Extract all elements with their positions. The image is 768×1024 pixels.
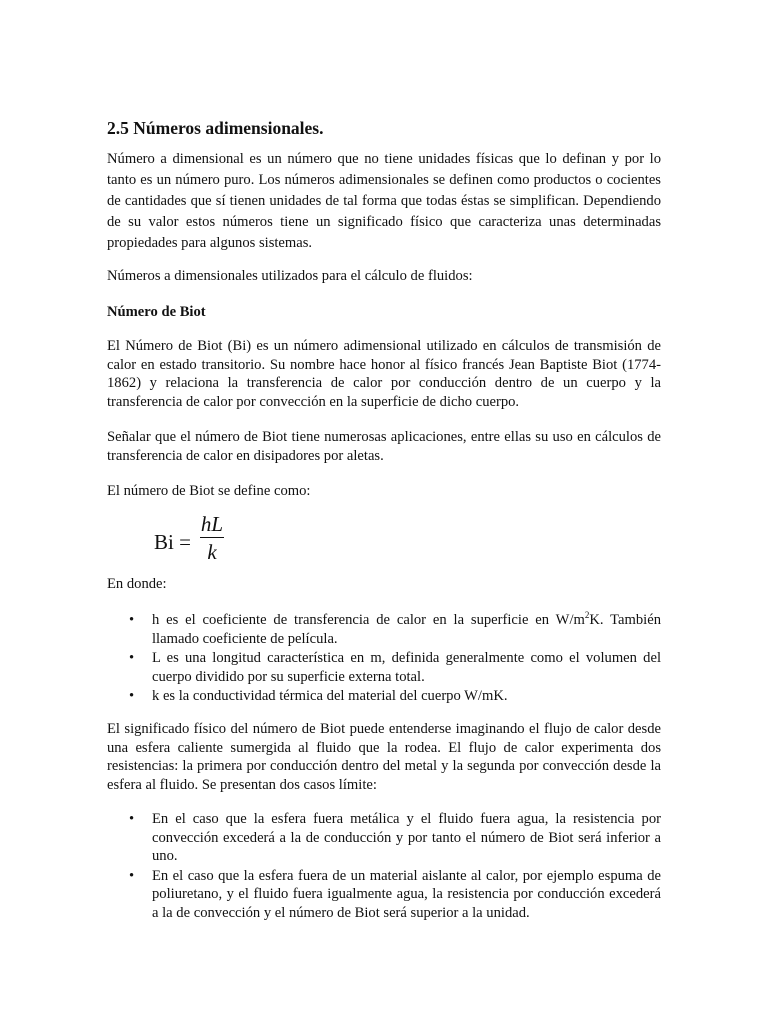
bullet-icon: • [129, 612, 135, 628]
intro-paragraph: Número a dimensional es un número que no tiene unidades físicas que lo definan y por lo tanto es un número puro. Los números adimensionales se definen como productos o cocientes de cantidades que sí tienen unidades de tal forma que todas éstas se simplifican. Dependiendo de su valor estos números tiene un significado físico que caracteriza unas determinadas propiedades para algunos sistemas. [107, 151, 661, 251]
variable-l-text: L es una longitud característica en m, definida generalmente como el volumen del cuerpo dividido por su superficie externa total. [152, 650, 661, 685]
fraction-bar [200, 537, 224, 538]
list-item [107, 867, 661, 923]
case-text: En el caso que la esfera fuera de un material aislante al calor, por ejemplo espuma de poliuretano, y el fluido fuera igualmente agua, la resistencia por conducción excederá a la de convección y el número de Biot será superior a la unidad. [152, 867, 661, 921]
variable-h-pre: h es el coeficiente de transferencia de calor en la superficie en W/m [152, 612, 585, 628]
list-item [107, 810, 661, 866]
physical-meaning-paragraph: El significado físico del número de Biot puede entenderse imaginando el flujo de calor desde una esfera caliente sumergida al fluido que la rodea. El flujo de calor experimenta dos resistencias: la primera por conducción dentro del metal y la segunda por convección desde la esfera al fluido. Se presentan dos casos límite: [107, 721, 661, 793]
variables-list [107, 611, 661, 707]
biot-applications-paragraph: Señalar que el número de Biot tiene numerosas aplicaciones, entre ellas su uso en cálculos de transferencia de calor en disipadores por aletas. [107, 429, 661, 464]
list-item [107, 687, 661, 706]
list-item [107, 611, 661, 648]
variable-h-sup: 2 [584, 610, 590, 621]
biot-definition-paragraph: El Número de Biot (Bi) es un número adimensional utilizado en cálculos de transmisión de calor en estado transitorio. Su nombre hace honor al físico francés Jean Baptiste Biot (1774-1862) y relaciona la transferencia de calor por conducción dentro de un cuerpo y la transferencia de calor por convección en la superficie de dicho cuerpo. [107, 338, 661, 410]
variable-k-text: k es la conductividad térmica del material del cuerpo W/mK. [152, 688, 508, 704]
list-item [107, 649, 661, 686]
biot-defined-as: El número de Biot se define como: [107, 483, 311, 499]
biot-formula [154, 512, 274, 568]
bullet-icon: • [129, 811, 135, 827]
where-label: En donde: [107, 576, 167, 592]
case-text: En el caso que la esfera fuera metálica y el fluido fuera agua, la resistencia por convección excederá a la de conducción y por tanto el número de Biot será inferior a uno. [152, 811, 661, 864]
variable-h-post: K. También llamado coeficiente de película. [152, 612, 661, 647]
biot-heading: Número de Biot [107, 304, 206, 320]
bullet-icon: • [129, 650, 135, 666]
formula-fraction [200, 512, 224, 564]
limit-cases-list [107, 810, 661, 923]
formula-numerator: hL [200, 512, 224, 536]
formula-denominator: k [207, 540, 217, 565]
list-intro-paragraph: Números a dimensionales utilizados para el cálculo de fluidos: [107, 268, 473, 284]
bullet-icon: • [129, 867, 135, 884]
formula-lhs: Bi = [154, 530, 191, 554]
section-heading: 2.5 Números adimensionales. [107, 118, 324, 138]
bullet-icon: • [129, 688, 135, 704]
